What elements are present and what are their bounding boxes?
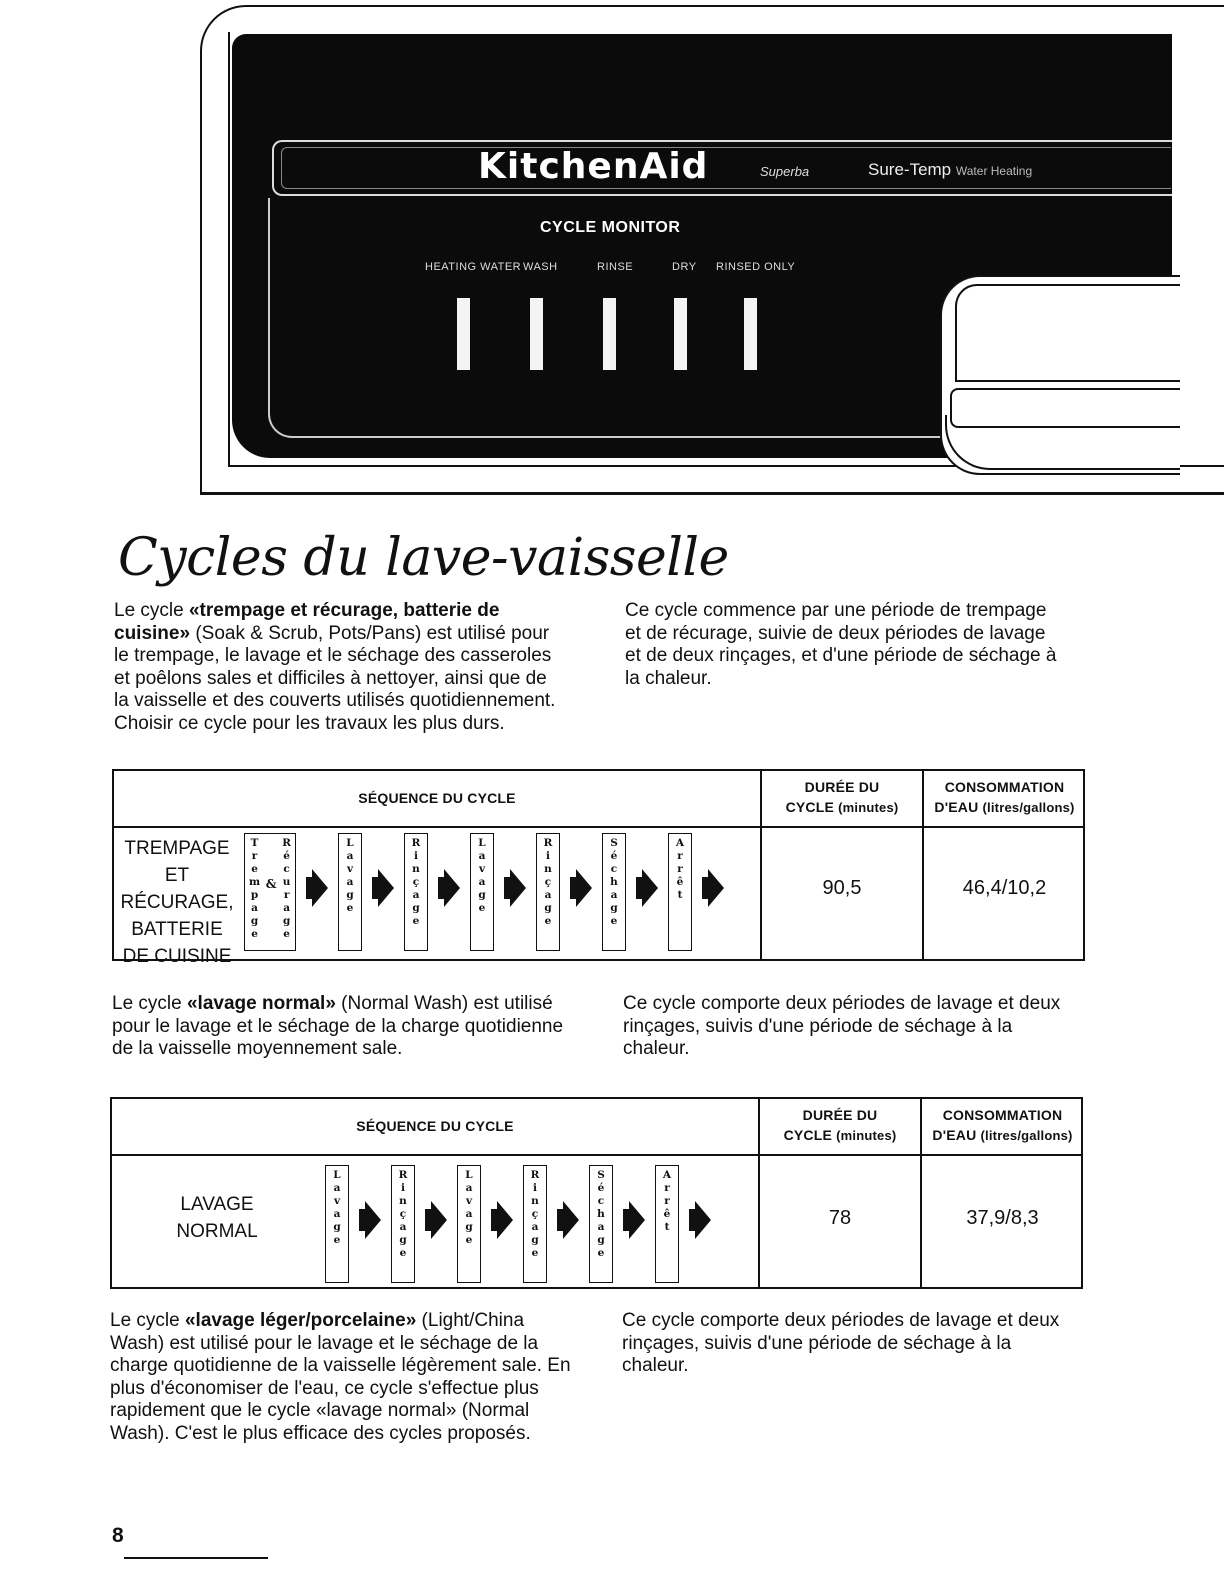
water-consumption: 46,4/10,2 xyxy=(962,877,1047,899)
water-header xyxy=(922,1105,1083,1146)
section1-post: (Soak & Scrub, Pots/Pans) est utilisé pour le trempage, le lavage et le séchage des casseroles et poêlons sales et difficiles à nettoyer, ainsi que de la vaisselle et des couverts utilisés quotidiennement. Choisir ce cycle pour les travaux les plus durs. xyxy=(114,622,556,734)
step-letter: L xyxy=(478,837,486,849)
step-letter: v xyxy=(478,863,486,875)
section2-description xyxy=(112,993,582,1061)
water-header-line1: CONSOMMATION xyxy=(944,779,1065,795)
step-letter: é xyxy=(283,850,290,862)
step-letter: v xyxy=(333,1195,341,1207)
section1-detail: Ce cycle commence par une période de trempage et de récurage, suivie de deux périodes de lavage et de deux rinçages, et d'une période de séchage à la chaleur. xyxy=(625,600,1057,689)
indicator-light-rinse xyxy=(603,298,616,370)
section2-post: (Normal Wash) est utilisé pour le lavage et le séchage de la charge quotidienne de la vaisselle moyennement sale. xyxy=(112,993,564,1060)
step-letter: a xyxy=(610,889,618,901)
step-letters xyxy=(597,1169,605,1260)
duration-header-line2 xyxy=(760,1125,920,1146)
water-header-word: D'EAU xyxy=(932,1127,977,1143)
duration-header xyxy=(760,1105,920,1146)
step-letter: é xyxy=(610,850,618,862)
step-letter: ç xyxy=(544,876,552,888)
water-unit: (litres/gallons) xyxy=(982,800,1075,815)
step-letter: g xyxy=(478,889,486,901)
indicator-light-dry xyxy=(674,298,687,370)
arrow-right-icon xyxy=(368,868,398,908)
section3-pre: Le cycle xyxy=(110,1310,185,1331)
step-letter: R xyxy=(543,837,553,849)
arrow-right-icon xyxy=(421,1200,451,1240)
step-lavage xyxy=(470,833,494,951)
step-letter: a xyxy=(412,889,420,901)
step-letter: a xyxy=(283,902,291,914)
step-letter: r xyxy=(251,850,258,862)
arrow-right-icon xyxy=(632,868,662,908)
step-letter: ç xyxy=(531,1208,539,1220)
door-curve xyxy=(945,415,1180,470)
step-letter: v xyxy=(465,1195,473,1207)
step-rincage xyxy=(536,833,560,951)
step-letter: n xyxy=(531,1195,539,1207)
step-letters xyxy=(478,837,485,915)
brand-bar-inner xyxy=(281,147,1171,189)
step-letter: m xyxy=(249,876,261,888)
step-lavage xyxy=(325,1165,349,1283)
water-header-line2 xyxy=(924,797,1085,818)
step-letter: g xyxy=(412,902,420,914)
step-letter: a xyxy=(333,1182,341,1194)
section1-bold: «trempage et récurage, batterie de cuisine» xyxy=(114,600,500,644)
step-letter: n xyxy=(399,1195,407,1207)
section3-description xyxy=(110,1310,572,1446)
step-sechage xyxy=(602,833,626,951)
duration-header-line2 xyxy=(762,797,922,818)
duration-header xyxy=(762,777,922,818)
arrow-right-icon xyxy=(619,1200,649,1240)
step-letters xyxy=(282,837,291,941)
step-letter: S xyxy=(610,837,618,849)
cycle-monitor-title: CYCLE MONITOR xyxy=(540,219,681,236)
step-letter: ê xyxy=(663,1208,671,1220)
duration-header-line1: DURÉE DU xyxy=(804,779,880,795)
step-letter: r xyxy=(677,863,683,875)
step-letter: g xyxy=(250,915,259,927)
step-letter: i xyxy=(545,850,550,862)
step-letter: r xyxy=(664,1182,670,1194)
step-letter: e xyxy=(399,1247,407,1259)
step-letter: e xyxy=(531,1247,539,1259)
brand-subline: Superba xyxy=(760,164,810,179)
step-rincage xyxy=(391,1165,415,1283)
step-letter: g xyxy=(610,902,618,914)
step-rincage xyxy=(523,1165,547,1283)
step-letters xyxy=(249,837,260,941)
step-letters xyxy=(412,837,421,928)
step-letter: A xyxy=(675,837,685,849)
step-letter: R xyxy=(530,1169,540,1181)
cycle-sequence xyxy=(325,1165,721,1283)
step-letter: R xyxy=(398,1169,408,1181)
indicator-label-rinse: RINSE xyxy=(597,261,634,273)
duration-unit: (minutes) xyxy=(836,1128,897,1143)
step-letter: e xyxy=(346,902,354,914)
step-letter: a xyxy=(251,902,258,914)
step-letter: a xyxy=(346,850,354,862)
step-letter: S xyxy=(597,1169,605,1181)
step-letters xyxy=(531,1169,540,1260)
feature-label xyxy=(868,160,1032,180)
cycle-duration: 78 xyxy=(828,1207,852,1229)
step-arret xyxy=(668,833,692,951)
step-rincage xyxy=(404,833,428,951)
step-letter: T xyxy=(250,837,259,849)
step-letter: v xyxy=(346,863,354,875)
feature-main: Sure-Temp xyxy=(868,160,952,179)
step-letter: r xyxy=(677,850,683,862)
arrow-right-icon xyxy=(434,868,464,908)
step-letters xyxy=(544,837,553,928)
step-letter: i xyxy=(413,850,418,862)
step-letter: é xyxy=(597,1182,605,1194)
step-lavage xyxy=(457,1165,481,1283)
step-letter: a xyxy=(478,876,486,888)
cycle-name: TREMPAGE ET RÉCURAGE, BATTERIE DE CUISINE xyxy=(120,838,234,967)
door-window xyxy=(955,284,1180,382)
step-letter: L xyxy=(465,1169,473,1181)
step-letter: c xyxy=(597,1195,605,1207)
step-letter: a xyxy=(346,876,354,888)
step-letter: c xyxy=(283,863,290,875)
page-title: Cycles du lave-vaisselle xyxy=(118,528,729,588)
step-sechage xyxy=(589,1165,613,1283)
indicator-label-rinsed-only: RINSED ONLY xyxy=(716,261,796,273)
step-letter: n xyxy=(544,863,552,875)
step-letter: g xyxy=(531,1234,539,1246)
step-letter: g xyxy=(465,1221,473,1233)
step-letters xyxy=(399,1169,408,1260)
section2-detail: Ce cycle comporte deux périodes de lavage et deux rinçages, suivis d'une période de séchage à la chaleur. xyxy=(623,993,1061,1060)
section3-bold: «lavage léger/porcelaine» xyxy=(184,1310,417,1331)
water-header-word: D'EAU xyxy=(934,799,979,815)
cycle-sequence xyxy=(244,833,734,951)
step-letter: g xyxy=(346,889,354,901)
duration-header-line1: DURÉE DU xyxy=(802,1107,878,1123)
arrow-right-icon xyxy=(302,868,332,908)
step-letter: a xyxy=(465,1208,473,1220)
arrow-right-icon xyxy=(566,868,596,908)
step-letter: i xyxy=(532,1182,537,1194)
step-letter: A xyxy=(662,1169,672,1181)
sequence-header: SÉQUENCE DU CYCLE xyxy=(358,790,516,806)
step-letter: g xyxy=(544,902,552,914)
step-letter: a xyxy=(478,850,486,862)
step-letter: c xyxy=(610,863,618,875)
arrow-right-icon xyxy=(500,868,530,908)
step-letter: t xyxy=(677,889,683,901)
indicator-label-dry: DRY xyxy=(672,261,697,273)
step-letter: a xyxy=(399,1221,407,1233)
step-letter: a xyxy=(531,1221,539,1233)
step-letter: e xyxy=(610,915,618,927)
step-letter: e xyxy=(251,863,258,875)
section1-pre: Le cycle xyxy=(114,600,189,621)
step-letter: ç xyxy=(412,876,420,888)
arrow-right-icon xyxy=(487,1200,517,1240)
step-letter: e xyxy=(251,928,258,940)
step-letter: a xyxy=(544,889,552,901)
brand-logo: KitchenAid xyxy=(478,146,709,187)
step-letter: h xyxy=(597,1208,605,1220)
section1-description xyxy=(114,600,562,736)
step-letter: n xyxy=(412,863,420,875)
step-letter: g xyxy=(399,1234,407,1246)
duration-header-word: CYCLE xyxy=(785,799,835,815)
step-letter: L xyxy=(333,1169,341,1181)
water-consumption: 37,9/8,3 xyxy=(966,1207,1039,1229)
step-letter: L xyxy=(346,837,354,849)
step-letter: a xyxy=(333,1208,341,1220)
step-letter: e xyxy=(478,902,486,914)
step-letter: R xyxy=(282,837,291,849)
step-letters xyxy=(676,837,684,902)
indicator-light-rinsed-only xyxy=(744,298,757,370)
step-letter: ê xyxy=(676,876,684,888)
cycle-name: LAVAGE NORMAL xyxy=(176,1194,258,1242)
indicator-label-heating: HEATING WATER xyxy=(425,261,522,273)
duration-unit: (minutes) xyxy=(838,800,899,815)
page-number: 8 xyxy=(112,1524,124,1547)
section3-post: (Light/China Wash) est utilisé pour le lavage et le séchage de la charge quotidienne de la vaisselle légèrement sale. En plus d'économiser de l'eau, ce cycle s'effectue plus rapidement que le cycle «lavage normal» (Normal Wash). C'est le plus efficace des cycles proposés. xyxy=(110,1310,571,1444)
step-letters xyxy=(610,837,618,928)
step-letter: g xyxy=(597,1234,605,1246)
step-letter: e xyxy=(465,1234,473,1246)
step-arret xyxy=(655,1165,679,1283)
step-letter: i xyxy=(400,1182,405,1194)
feature-sub: Water Heating xyxy=(955,164,1033,178)
water-header xyxy=(924,777,1085,818)
footer-rule xyxy=(124,1557,268,1559)
step-letters xyxy=(465,1169,472,1247)
step-letters xyxy=(333,1169,340,1247)
ampersand: & xyxy=(265,877,277,891)
step-letter: r xyxy=(283,889,290,901)
section2-bold: «lavage normal» xyxy=(186,993,336,1014)
step-letter: e xyxy=(544,915,552,927)
step-letters xyxy=(346,837,353,915)
water-header-line1: CONSOMMATION xyxy=(942,1107,1063,1123)
cycle-table-soak-scrub xyxy=(112,769,1085,967)
indicator-light-heating xyxy=(457,298,470,370)
arrow-right-icon xyxy=(685,1200,715,1240)
cycle-table-normal-wash xyxy=(110,1097,1083,1289)
step-letter: e xyxy=(597,1247,605,1259)
step-letter: t xyxy=(664,1221,670,1233)
sequence-header: SÉQUENCE DU CYCLE xyxy=(356,1118,514,1134)
step-letter: u xyxy=(282,876,291,888)
arrow-right-icon xyxy=(355,1200,385,1240)
step-letter: R xyxy=(411,837,421,849)
step-letter: a xyxy=(597,1221,605,1233)
water-header-line2 xyxy=(922,1125,1083,1146)
step-letter: g xyxy=(333,1221,341,1233)
step-letter: ç xyxy=(399,1208,407,1220)
step-letter: e xyxy=(283,928,290,940)
step-letters xyxy=(663,1169,671,1234)
step-letter: p xyxy=(250,889,259,901)
cycle-duration: 90,5 xyxy=(822,877,862,899)
indicator-label-wash: WASH xyxy=(523,261,558,273)
arrow-right-icon xyxy=(553,1200,583,1240)
step-letter: h xyxy=(610,876,618,888)
section3-detail: Ce cycle comporte deux périodes de lavage et deux rinçages, suivis d'une période de séchage à la chaleur. xyxy=(622,1310,1060,1377)
step-trempage-recurage xyxy=(244,833,296,951)
step-letter: r xyxy=(664,1195,670,1207)
step-letter: e xyxy=(412,915,420,927)
section2-pre: Le cycle xyxy=(112,993,187,1014)
duration-header-word: CYCLE xyxy=(783,1127,833,1143)
step-letter: e xyxy=(333,1234,341,1246)
step-letter: g xyxy=(282,915,291,927)
water-unit: (litres/gallons) xyxy=(980,1128,1073,1143)
indicator-light-wash xyxy=(530,298,543,370)
step-letter: a xyxy=(465,1182,473,1194)
arrow-right-icon xyxy=(698,868,728,908)
step-lavage xyxy=(338,833,362,951)
